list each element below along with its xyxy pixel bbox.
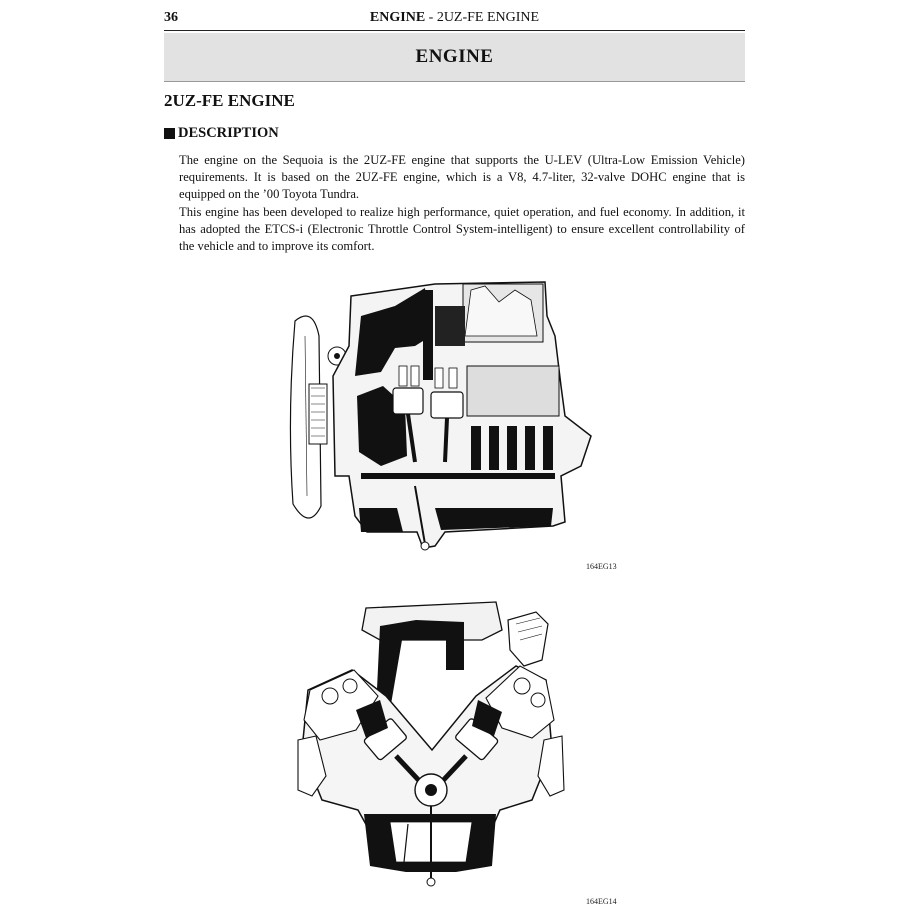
- engine-side-cutaway-figure: [285, 276, 595, 558]
- figure-code-front: 164EG14: [586, 897, 617, 906]
- description-heading: [164, 125, 279, 142]
- engine-side-cutaway-illustration: [285, 276, 595, 558]
- engine-heading: 2UZ-FE ENGINE: [164, 91, 295, 110]
- description-body: [179, 152, 745, 255]
- section-banner: ENGINE: [164, 33, 745, 82]
- square-bullet-icon: [164, 128, 175, 139]
- header-title-bold: ENGINE: [369, 10, 426, 25]
- header-title-rest: - 2UZ-FE ENGINE: [425, 10, 540, 25]
- figure-code-side: 164EG13: [586, 562, 617, 571]
- engine-front-cross-section-illustration: [296, 600, 566, 892]
- engine-front-cross-section-figure: [296, 600, 566, 892]
- page-number: 36: [164, 10, 178, 25]
- description-paragraph-2: This engine has been developed to realize high performance, quiet operation, and fuel economy. In addition, it has adopted the ETCS-i (Electronic Throttle Control System-intelligent) to ensure excellent controllability of the vehicle and to improve its comfort.: [179, 204, 745, 254]
- description-heading-text: DESCRIPTION: [178, 125, 279, 141]
- header-title: [164, 10, 745, 26]
- running-header: [164, 6, 745, 31]
- description-paragraph-1: The engine on the Sequoia is the 2UZ-FE engine that supports the U-LEV (Ultra-Low Emission Vehicle) requirements. It is based on the 2UZ-FE engine, which is a V8, 4.7-liter, 32-valve DOHC engine that is equipped on the ’00 Toyota Tundra.: [179, 153, 745, 202]
